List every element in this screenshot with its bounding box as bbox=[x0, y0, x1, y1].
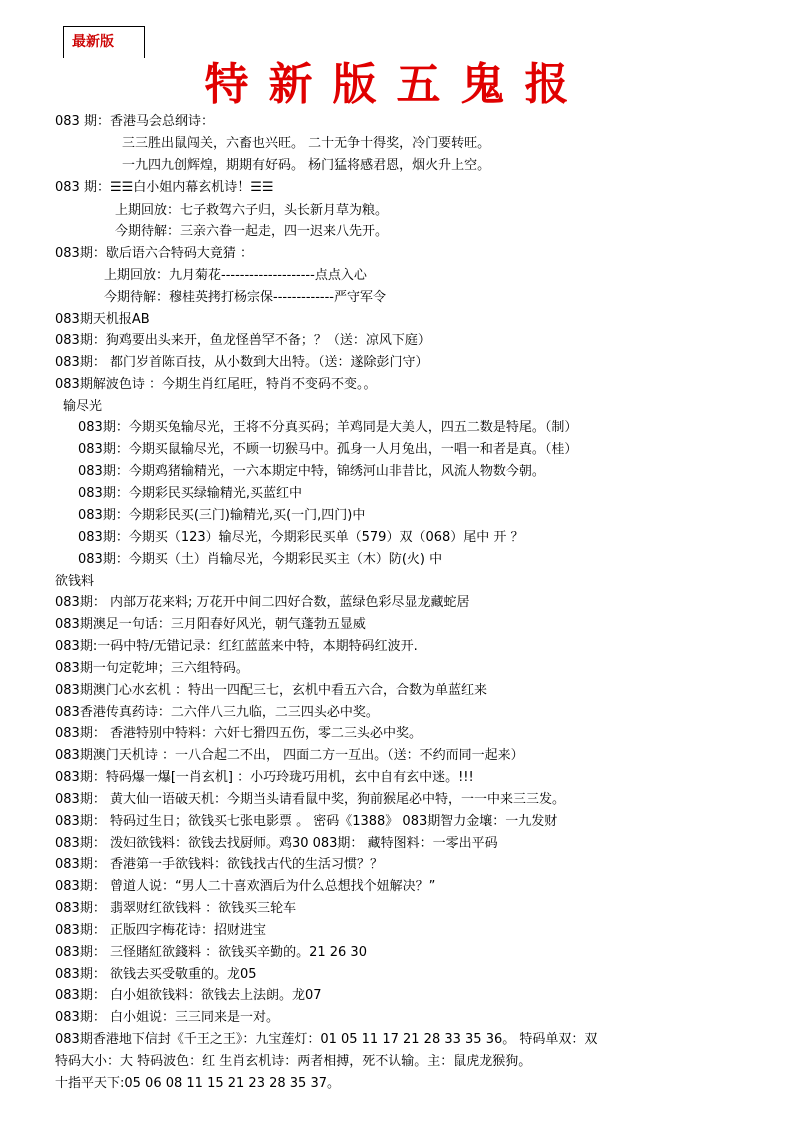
text-line: 083期： 黄大仙一语破天机：今期当头请看鼠中奖，狗前猴尾必中特，一一中来三三发。 bbox=[55, 792, 565, 807]
text-line: 上期回放：九月菊花--------------------点点入心 bbox=[104, 268, 367, 283]
text-line: 083期：今期彩民买(三门)输精光,买(一门,四门)中 bbox=[78, 508, 366, 523]
section-heading: 欲钱料 bbox=[55, 574, 95, 589]
text-line: 083期： 特码过生日；欲钱买七张电影票 。 密码《1388》 083期智力金壤：一九发财 bbox=[55, 814, 558, 829]
text-line: 十指平天下:05 06 08 11 15 21 23 28 35 37。 bbox=[55, 1076, 340, 1091]
text-line: 083期一句定乾坤；三六组特码。 bbox=[55, 661, 249, 676]
text-line: 083期：今期买（123）输尽光，今期彩民买单（579）双（068）尾中 开 ？ bbox=[78, 530, 524, 545]
text-line: 今期待解：三亲六眷一起走，四一迟来八先开。 bbox=[115, 224, 389, 239]
text-line: 083期：今期买（土）肖输尽光，今期彩民买主（木）防(火) 中 bbox=[78, 552, 443, 567]
text-line: 083 期：香港马会总纲诗： bbox=[55, 114, 214, 129]
text-line: 083 期：☰☰白小姐内幕玄机诗！☰☰ bbox=[55, 180, 274, 195]
text-line: 083期澳足一句话：三月阳春好风光，朝气蓬勃五显威 bbox=[55, 617, 366, 632]
text-line: 083期： 白小姐说：三三同来是一对。 bbox=[55, 1010, 279, 1025]
text-line: 083期： 曾道人说：“男人二十喜欢酒后为什么总想找个妞解决？” bbox=[55, 879, 436, 894]
text-line: 083香港传真药诗：二六伴八三九临，二三四头必中奖。 bbox=[55, 705, 379, 720]
text-line: 083期： 白小姐欲钱料：欲钱去上法朗。龙07 bbox=[55, 988, 322, 1003]
text-line: 今期待解：穆桂英拷打杨宗保-------------严守军令 bbox=[104, 290, 386, 305]
edition-badge-label: 最新版 bbox=[72, 34, 114, 50]
text-line: 083期： 都门岁首陈百技，从小数到大出特。（送：遂除彭门守） bbox=[55, 355, 429, 370]
text-line: 上期回放：七子救驾六子归，头长新月草为粮。 bbox=[115, 203, 389, 218]
text-line: 083期澳门心水玄机 ：特出一四配三七，玄机中看五六合，合数为单蓝红来 bbox=[55, 683, 487, 698]
text-line: 083期： 三怪賭紅欲錢料 ：欲钱买辛勤的。21 26 30 bbox=[55, 945, 367, 960]
text-line: 083期：今期买兔输尽光，王将不分真买码；羊鸡同是大美人，四五二数是特尾。（制） bbox=[78, 420, 578, 435]
text-line: 083期： 正版四字梅花诗：招财进宝 bbox=[55, 923, 266, 938]
text-line: 一九四九创辉煌，期期有好码。 杨门猛将感君恩，烟火升上空。 bbox=[122, 158, 491, 173]
text-line: 083期： 内部万花来料; 万花开中间二四好合数，蓝绿色彩尽显龙藏蛇居 bbox=[55, 595, 470, 610]
text-line: 三三胜出鼠闯关，六畜也兴旺。 二十无争十得奖，冷门要转旺。 bbox=[122, 136, 491, 151]
text-line: 083期:一码中特/无错记录：红红蓝蓝来中特，本期特码红波开. bbox=[55, 639, 418, 654]
text-line: 083期：特码爆一爆[一肖玄机] ：小巧玲珑巧用机，玄中自有玄中迷。!!! bbox=[55, 770, 474, 785]
text-line: 083期天机报AB bbox=[55, 312, 150, 327]
text-line: 083期解波色诗 ：今期生肖红尾旺，特肖不变码不变。。 bbox=[55, 377, 377, 392]
text-line: 083期： 香港第一手欲钱料：欲钱找古代的生活习惯？？ bbox=[55, 857, 383, 872]
text-line: 083期：今期鸡猪输精光，一六本期定中特，锦绣河山非昔比，风流人物数今朝。 bbox=[78, 464, 545, 479]
text-line: 083期： 泼妇欲钱料：欲钱去找厨师。鸡30 083期： 藏特图料：一零出平码 bbox=[55, 836, 498, 851]
text-line: 特码大小：大 特码波色：红 生肖玄机诗：两者相搏，死不认输。主：鼠虎龙猴狗。 bbox=[55, 1054, 532, 1069]
text-line: 083期： 翡翠财红欲钱料 ：欲钱买三轮车 bbox=[55, 901, 297, 916]
text-line: 083期香港地下信封《千王之王》：九宝莲灯：01 05 11 17 21 28 33 35 36。 特码单双：双 bbox=[55, 1032, 598, 1047]
text-line: 083期：狗鸡要出头来开，鱼龙怪兽罕不备；？（送：凉风下庭） bbox=[55, 333, 431, 348]
text-line: 083期： 香港特别中特料：六奸七猾四五伤，零二三头必中奖。 bbox=[55, 726, 422, 741]
text-line: 083期：今期彩民买绿输精光,买蓝红中 bbox=[78, 486, 302, 501]
text-line: 083期：今期买鼠输尽光，不顾一切猴马中。孤身一人月兔出，一唱一和者是真。（桂） bbox=[78, 442, 578, 457]
text-line: 083期：歇后语六合特码大竟猜 ： bbox=[55, 246, 253, 261]
page-title: 特新版五鬼报 bbox=[204, 59, 589, 110]
text-line: 083期澳门天机诗 ：一八合起二不出， 四面二方一互出。（送：不约而同一起来） bbox=[55, 748, 524, 763]
text-line: 083期： 欲钱去买受敬重的。龙05 bbox=[55, 967, 257, 982]
section-heading: 输尽光 bbox=[63, 399, 103, 414]
